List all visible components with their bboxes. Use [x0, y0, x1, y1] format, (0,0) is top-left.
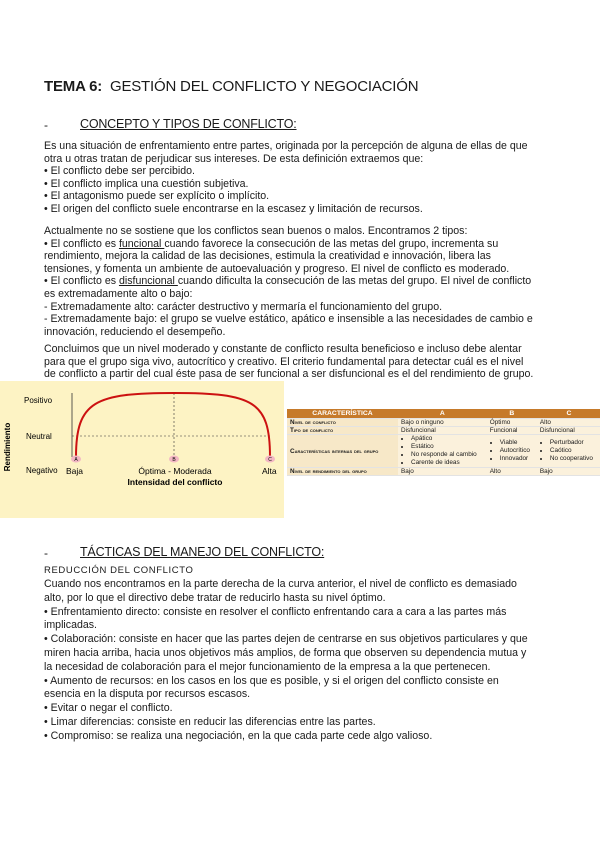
- table-header: A: [398, 409, 487, 419]
- performance-curve: [76, 393, 270, 457]
- section2-dash: -: [44, 546, 48, 560]
- characteristics-table: [287, 409, 600, 476]
- types-line: - Extremadamente alto: carácter destructivo y mermaría el funcionamiento del grupo.: [44, 300, 443, 313]
- x-tick-optima: Óptima - Moderada: [138, 466, 212, 476]
- types-paragraph: [44, 225, 560, 338]
- reduccion-line: alto, por lo que el directivo debe tratar de reducirlo hasta su nivel óptimo.: [44, 591, 386, 604]
- x-tick-baja: Baja: [66, 466, 84, 476]
- cell: Bajo: [537, 468, 600, 476]
- reduccion-line: esencia en la disputa por recursos escasos.: [44, 688, 251, 701]
- cell: [398, 435, 487, 468]
- cell: Funcional: [487, 427, 537, 435]
- list-item: • Viable: [500, 439, 534, 447]
- table-row: [287, 435, 600, 468]
- funcional-term: funcional: [118, 237, 165, 250]
- intro-bullet: • El conflicto implica una cuestión subjetiva.: [44, 177, 249, 190]
- performance-chart: [0, 381, 284, 518]
- table-row: [287, 419, 600, 427]
- cell: [487, 435, 537, 468]
- row-label: Nivel de rendimiento del grupo: [287, 468, 398, 476]
- list-item: • Caótico: [550, 447, 598, 455]
- text-run: cuando favorece la consecución de las metas del grupo, incrementa su: [164, 237, 499, 250]
- row-label: Tipo de conflicto: [287, 427, 398, 435]
- types-line: [44, 238, 560, 251]
- conclusion-paragraph: [44, 343, 560, 381]
- disfuncional-term: disfuncional: [118, 275, 178, 288]
- reduccion-paragraph: [44, 578, 560, 744]
- y-tick-negativo: Negativo: [26, 466, 58, 475]
- reduccion-line: • Limar diferencias: consiste en reducir las diferencias entre las partes.: [44, 715, 376, 728]
- cell: [537, 435, 600, 468]
- intro-bullet: • El origen del conflicto suele encontrarse en la escasez y limitación de recursos.: [44, 202, 423, 215]
- intro-bullet: • El antagonismo puede ser explícito o implícito.: [44, 190, 270, 203]
- table-header-row: [287, 409, 600, 419]
- bullet-list: [540, 439, 598, 463]
- types-line: Actualmente no se sostiene que los conflictos sean buenos o malos. Encontramos 2 tipos:: [44, 225, 468, 237]
- y-tick-neutral: Neutral: [26, 432, 52, 441]
- conclusion-line: Concluimos que un nivel moderado y constante de conflicto resulta beneficioso e incluso debe alentar: [44, 343, 522, 355]
- reduccion-line: Cuando nos encontramos en la parte derecha de la curva anterior, el nivel de conflicto es demasiado: [44, 578, 517, 590]
- bullet-list: [401, 435, 484, 467]
- page-title: [44, 78, 418, 95]
- intro-line: Es una situación de enfrentamiento entre partes, originada por la percepción de alguna de ellas de que: [44, 140, 528, 152]
- reduccion-line: • Compromiso: se realiza una negociación, en la que cada parte cede algo valioso.: [44, 729, 433, 742]
- table-header: C: [537, 409, 600, 419]
- list-item: • Apático: [411, 435, 484, 443]
- reduccion-line: implicadas.: [44, 619, 97, 632]
- section2-heading: TÁCTICAS DEL MANEJO DEL CONFLICTO:: [80, 545, 325, 559]
- text-run: • El conflicto es: [44, 237, 119, 250]
- reduccion-line: miren hacia arriba, hacia unos objetivos más amplios, de forma que observen su dependencia mutua y: [44, 646, 527, 659]
- point-b-label: B: [172, 457, 176, 463]
- text-run: cuando dificulta la consecución de las metas del grupo. El nivel de conflicto: [177, 275, 532, 288]
- types-line: [44, 275, 560, 288]
- intro-line: otra u otras tratan de perjudicar sus intereses. De esta definición extraemos que:: [44, 152, 424, 165]
- list-item: • No cooperativo: [550, 455, 598, 463]
- intro-bullet: • El conflicto debe ser percibido.: [44, 165, 195, 178]
- cell: Bajo: [398, 468, 487, 476]
- x-tick-alta: Alta: [262, 466, 277, 476]
- performance-chart-svg: [0, 381, 284, 518]
- list-item: • Carente de ideas: [411, 459, 484, 467]
- y-axis-label: Rendimiento: [3, 422, 12, 472]
- table-header: CARACTERÍSTICA: [287, 409, 398, 419]
- section1-heading: CONCEPTO Y TIPOS DE CONFLICTO:: [80, 117, 297, 131]
- point-c-label: C: [268, 457, 272, 463]
- table-header: B: [487, 409, 537, 419]
- conclusion-line: para que el grupo siga vivo, autocrítico y creativo. El criterio fundamental para detectar cuál es el nivel: [44, 355, 524, 368]
- types-line: - Extremadamente bajo: el grupo se vuelve estático, apático e insensible a las necesidades de cambio e: [44, 313, 533, 326]
- row-label: Nivel de conflicto: [287, 419, 398, 427]
- reduccion-line: • Enfrentamiento directo: consiste en resolver el conflicto enfrentando cara a cara a las partes más: [44, 605, 507, 618]
- list-item: • No responde al cambio: [411, 451, 484, 459]
- cell: Bajo o ninguno: [398, 419, 487, 427]
- table-row: [287, 468, 600, 476]
- types-line: tensiones, y fomenta un ambiente de autoevaluación y progreso. El nivel de conflicto es moderado.: [44, 262, 510, 275]
- reduccion-line: • Evitar o negar el conflicto.: [44, 702, 173, 715]
- reduccion-line: • Colaboración: consiste en hacer que las partes dejen de centrarse en sus objetivos particulares y que: [44, 633, 528, 646]
- title-prefix: TEMA 6:: [44, 78, 103, 95]
- reduccion-subheading: REDUCCIÓN DEL CONFLICTO: [44, 565, 194, 576]
- reduccion-line: la necesidad de colaboración para el mejor funcionamiento de la empresa a la que pertenecen.: [44, 660, 491, 673]
- types-line: innovación, reduciendo el desempeño.: [44, 325, 226, 338]
- text-run: • El conflicto es: [44, 275, 119, 288]
- intro-paragraph: [44, 140, 560, 216]
- section1-dash: -: [44, 118, 48, 132]
- cell: Alto: [537, 419, 600, 427]
- bullet-list: [490, 439, 534, 463]
- types-line: rendimiento, mejora la calidad de las decisiones, estimula la creatividad e innovación, libera las: [44, 250, 491, 263]
- point-a-label: A: [74, 457, 78, 463]
- x-axis-label: Intensidad del conflicto: [127, 477, 223, 487]
- cell: Alto: [487, 468, 537, 476]
- list-item: • Innovador: [500, 455, 534, 463]
- list-item: • Perturbador: [550, 439, 598, 447]
- reduccion-line: • Aumento de recursos: en los casos en los que es posible, y si el origen del conflicto consiste en: [44, 674, 499, 687]
- title-text: GESTIÓN DEL CONFLICTO Y NEGOCIACIÓN: [109, 78, 419, 95]
- y-tick-positivo: Positivo: [24, 396, 53, 405]
- cell: Disfuncional: [537, 427, 600, 435]
- list-item: • Autocrítico: [500, 447, 534, 455]
- types-line: es extremadamente alto o bajo:: [44, 287, 193, 300]
- cell: Óptimo: [487, 419, 537, 427]
- list-item: • Estático: [411, 443, 484, 451]
- table-row: [287, 427, 600, 435]
- conclusion-line: de conflicto a partir del cual éste pasa de ser funcional a ser disfuncional es el del rendimiento de grupo.: [44, 368, 534, 381]
- row-label: Características internas del grupo: [287, 435, 398, 468]
- cell: Disfuncional: [398, 427, 487, 435]
